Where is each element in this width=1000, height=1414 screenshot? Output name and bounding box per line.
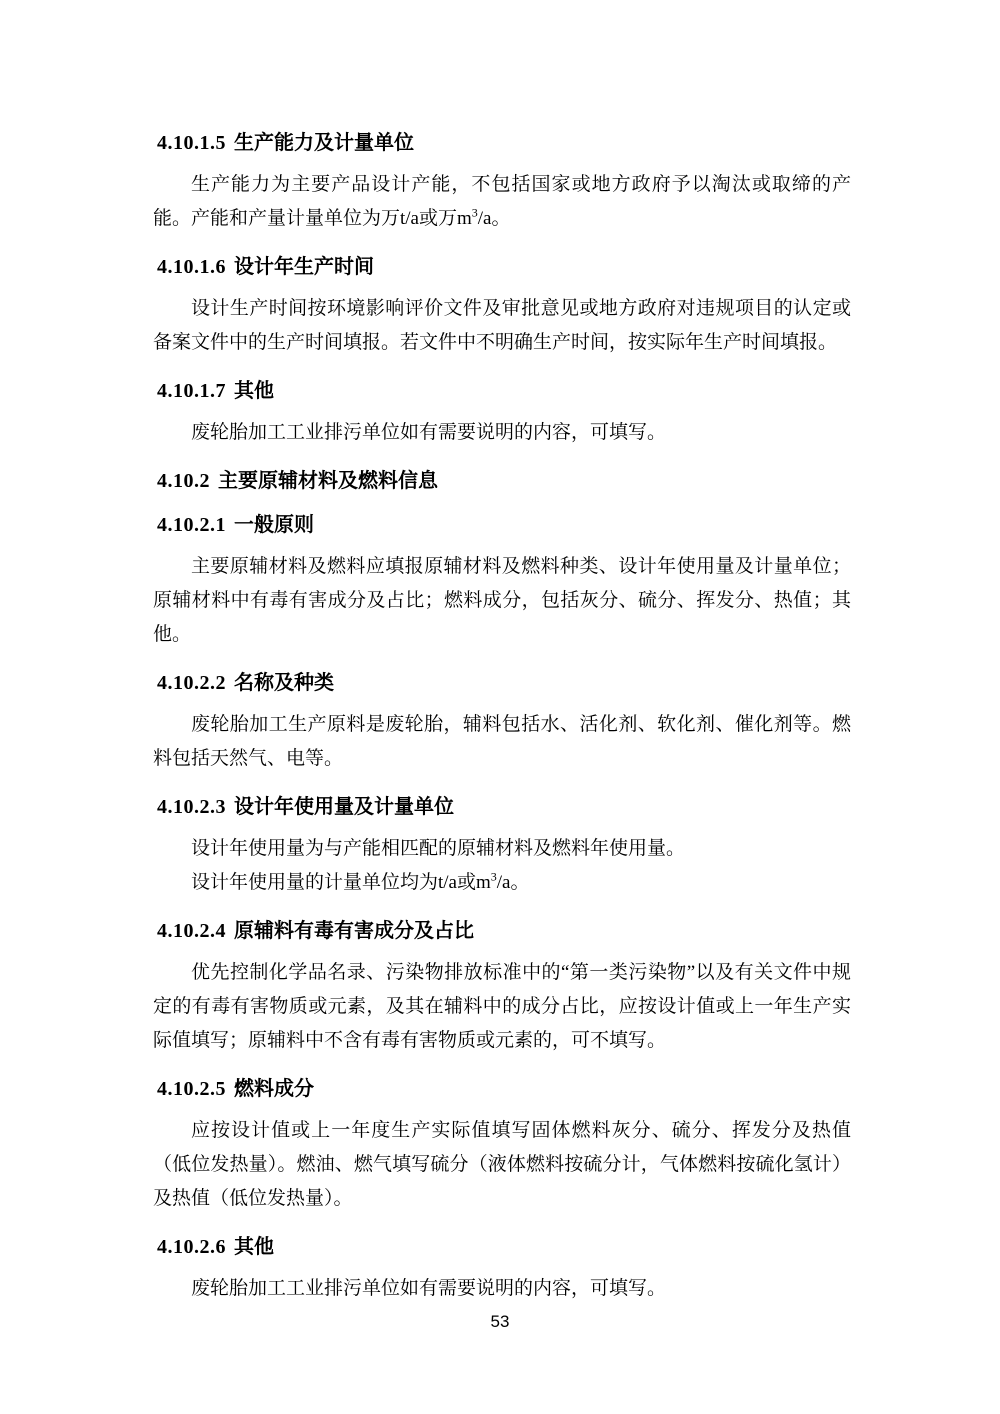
- section-number: 4.10.2.5: [157, 1078, 226, 1100]
- section-title: 生产能力及计量单位: [234, 132, 414, 154]
- section-number: 4.10.2: [157, 470, 210, 492]
- section-heading-4.10.1.7: [157, 378, 851, 404]
- section-number: 4.10.2.3: [157, 796, 226, 818]
- superscript: 3: [490, 869, 497, 884]
- section-title: 名称及种类: [234, 672, 334, 694]
- superscript: 3: [471, 205, 478, 220]
- text-run: 废轮胎加工工业排污单位如有需要说明的内容，可填写。: [191, 422, 667, 443]
- section-number: 4.10.1.7: [157, 380, 226, 402]
- text-run: 生产能力为主要产品设计产能，不包括国家或地方政府予以淘汰或取缔的产能。产能和产量计量单位为万t/a或万m: [153, 174, 851, 229]
- section-heading-4.10.1.5: [157, 130, 851, 156]
- text-run: 设计年使用量的计量单位均为t/a或m: [191, 872, 491, 893]
- section-title: 主要原辅材料及燃料信息: [218, 470, 438, 492]
- section-title: 其他: [234, 380, 274, 402]
- paragraph: [153, 1114, 851, 1216]
- text-run: 废轮胎加工生产原料是废轮胎，辅料包括水、活化剂、软化剂、催化剂等。燃料包括天然气、电等。: [153, 714, 851, 769]
- section-heading-4.10.2.3: [157, 794, 851, 820]
- section-title: 原辅料有毒有害成分及占比: [234, 920, 474, 942]
- section-heading-4.10.2.5: [157, 1076, 851, 1102]
- text-run: 优先控制化学品名录、污染物排放标准中的“第一类污染物”以及有关文件中规定的有毒有害物质或元素，及其在辅料中的成分占比，应按设计值或上一年生产实际值填写；原辅料中不含有毒有害物质或元素的，可不填写。: [153, 962, 851, 1051]
- section-number: 4.10.2.2: [157, 672, 226, 694]
- paragraph: [153, 956, 851, 1058]
- paragraph: [153, 708, 851, 776]
- paragraph: [153, 832, 851, 866]
- section-title: 设计年生产时间: [234, 256, 374, 278]
- text-run: 设计年使用量为与产能相匹配的原辅材料及燃料年使用量。: [191, 838, 686, 859]
- section-heading-4.10.1.6: [157, 254, 851, 280]
- section-title: 设计年使用量及计量单位: [234, 796, 454, 818]
- document-body: [153, 112, 851, 1306]
- section-title: 燃料成分: [234, 1078, 314, 1100]
- text-run: /a。: [496, 872, 530, 893]
- section-heading-4.10.2.2: [157, 670, 851, 696]
- paragraph: [153, 416, 851, 450]
- section-heading-4.10.2.6: [157, 1234, 851, 1260]
- section-number: 4.10.1.6: [157, 256, 226, 278]
- page-number: 53: [490, 1312, 510, 1331]
- section-heading-4.10.2.1: [157, 512, 851, 538]
- text-run: /a。: [477, 208, 511, 229]
- section-number: 4.10.1.5: [157, 132, 226, 154]
- section-title: 一般原则: [234, 514, 314, 536]
- paragraph: [153, 866, 851, 900]
- section-title: 其他: [234, 1236, 274, 1258]
- text-run: 应按设计值或上一年度生产实际值填写固体燃料灰分、硫分、挥发分及热值（低位发热量）。燃油、燃气填写硫分（液体燃料按硫分计，气体燃料按硫化氢计）及热值（低位发热量）。: [153, 1120, 851, 1209]
- section-number: 4.10.2.1: [157, 514, 226, 536]
- paragraph: [153, 550, 851, 652]
- text-run: 废轮胎加工工业排污单位如有需要说明的内容，可填写。: [191, 1278, 667, 1299]
- text-run: 主要原辅材料及燃料应填报原辅材料及燃料种类、设计年使用量及计量单位；原辅材料中有毒有害成分及占比；燃料成分，包括灰分、硫分、挥发分、热值；其他。: [153, 556, 851, 645]
- section-number: 4.10.2.6: [157, 1236, 226, 1258]
- paragraph: [153, 1272, 851, 1306]
- section-number: 4.10.2.4: [157, 920, 226, 942]
- section-heading-4.10.2: [157, 468, 851, 494]
- paragraph: [153, 168, 851, 236]
- section-heading-4.10.2.4: [157, 918, 851, 944]
- text-run: 设计生产时间按环境影响评价文件及审批意见或地方政府对违规项目的认定或备案文件中的生产时间填报。若文件中不明确生产时间，按实际年生产时间填报。: [153, 298, 851, 353]
- paragraph: [153, 292, 851, 360]
